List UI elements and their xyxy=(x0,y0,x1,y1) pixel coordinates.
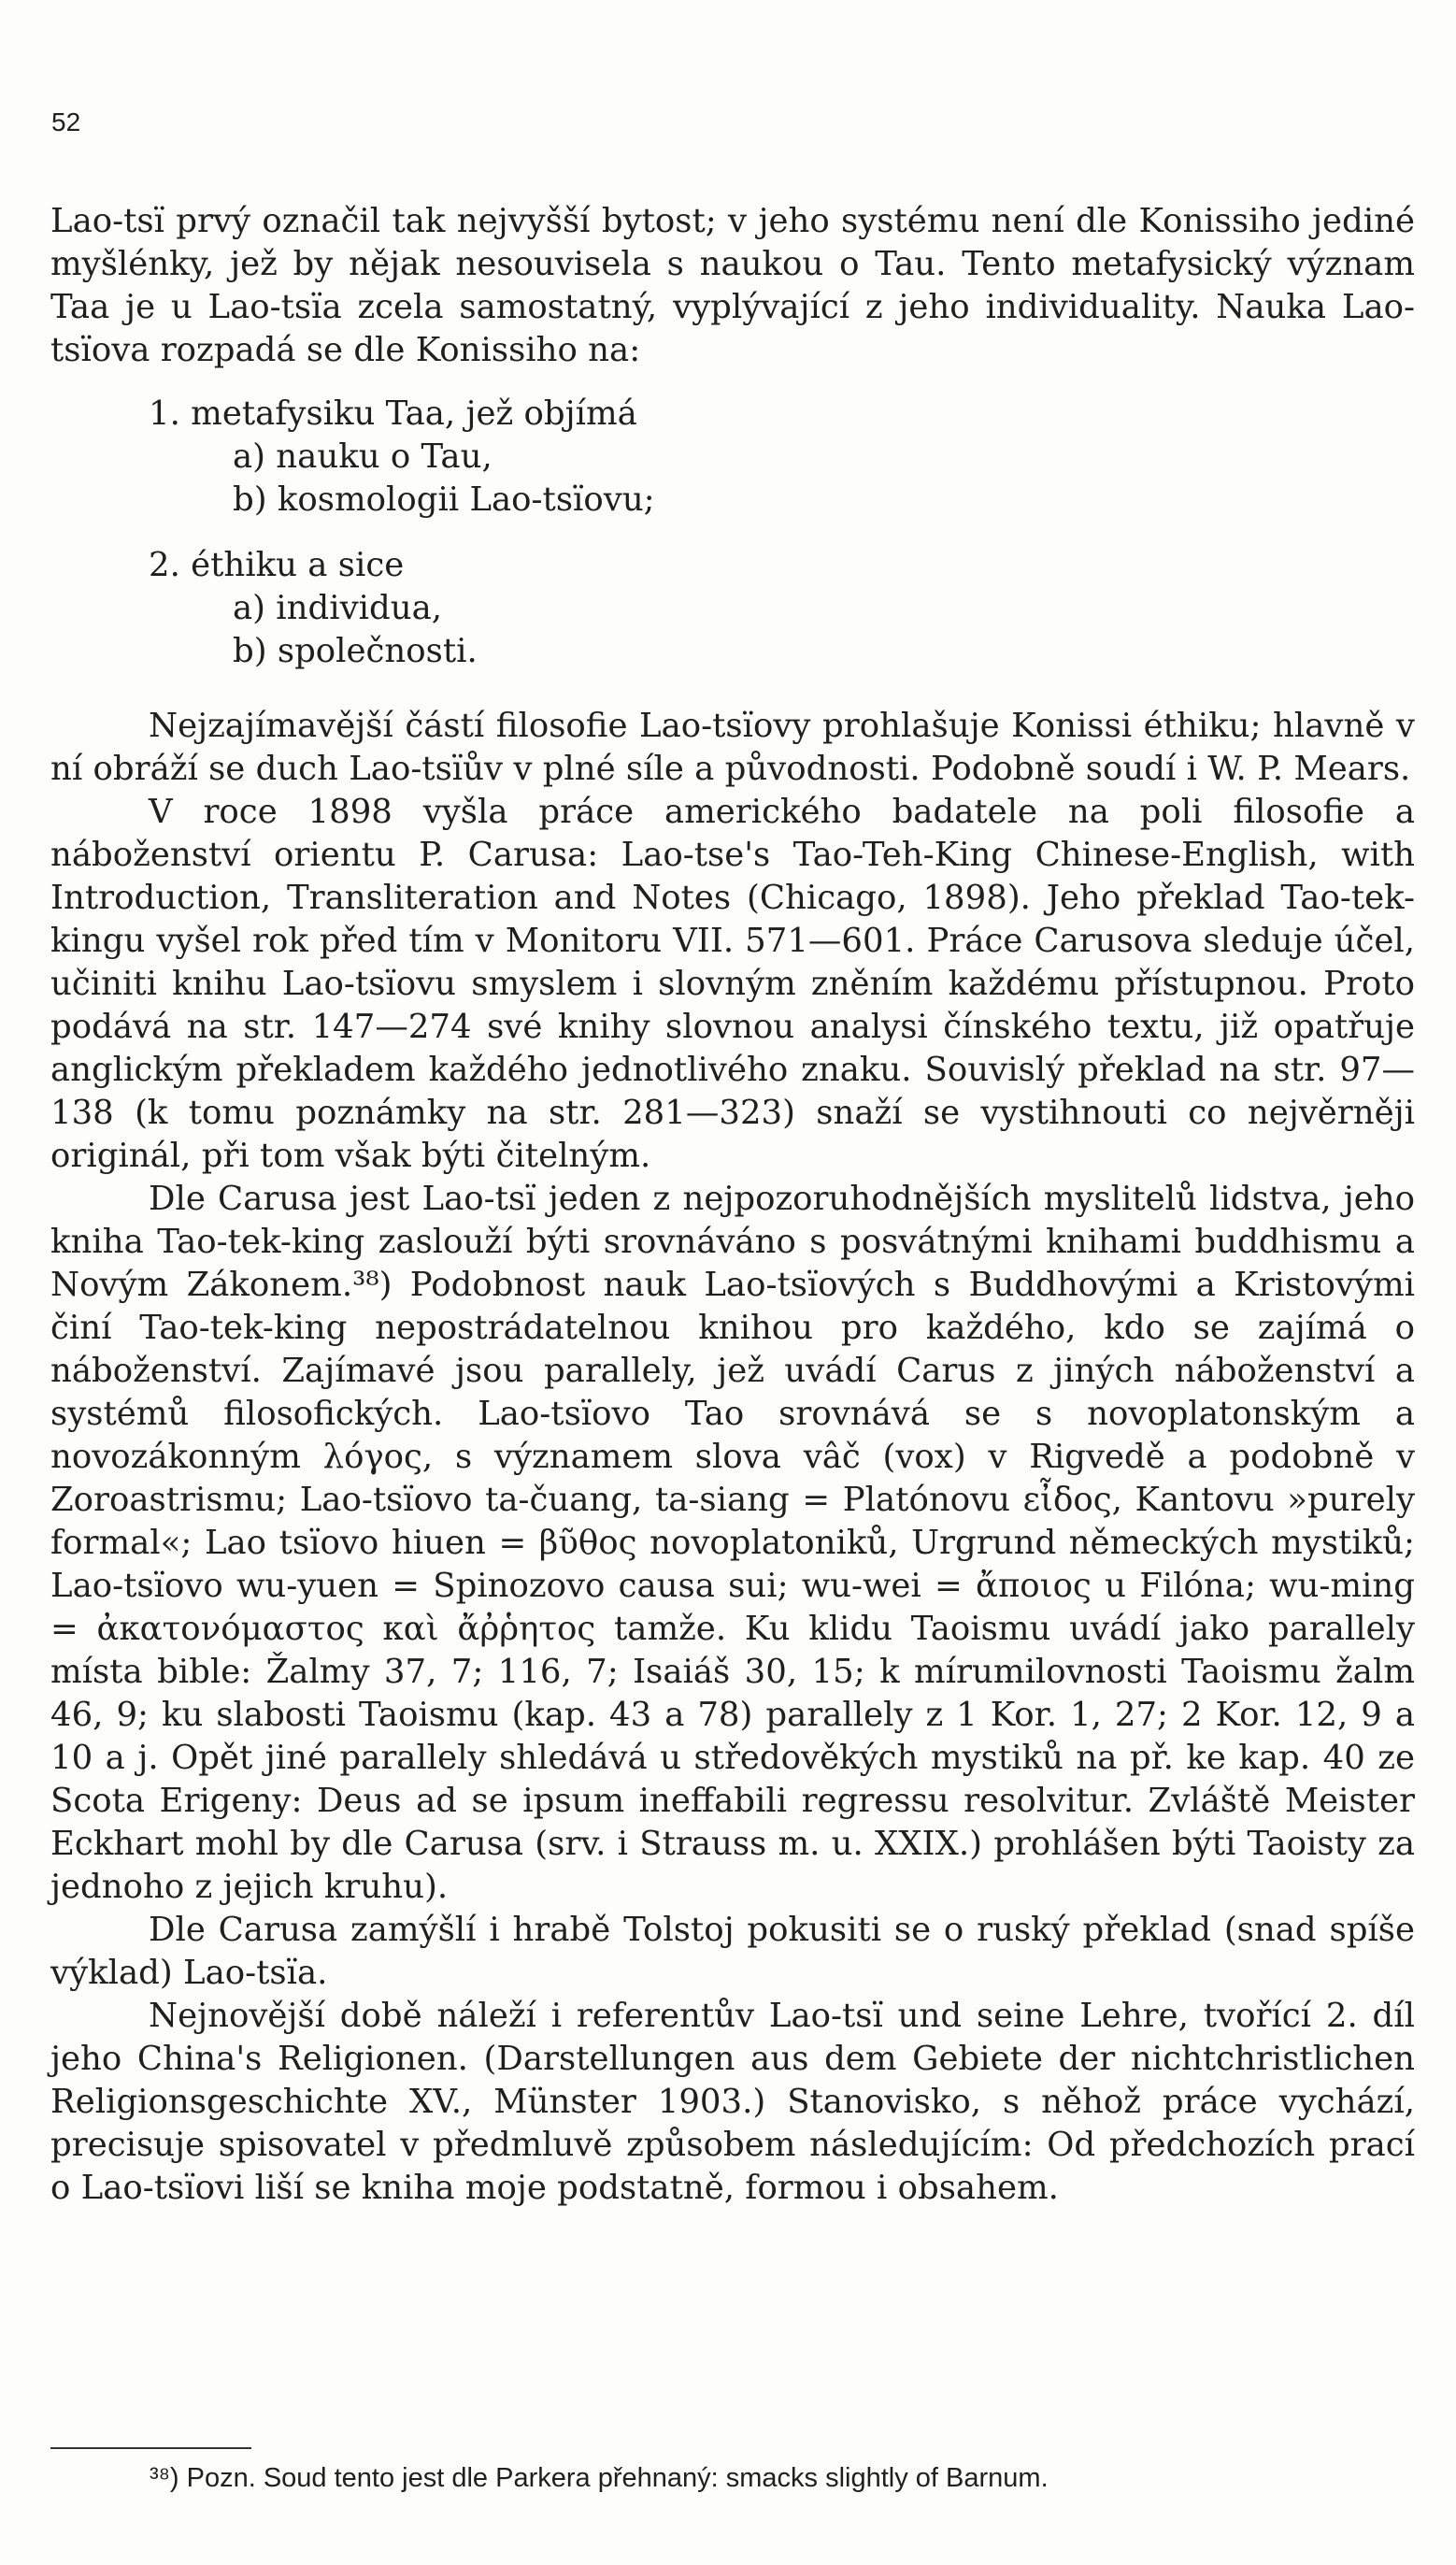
list-subitem: a) individua, xyxy=(233,589,443,627)
paragraph: Nejnovější době náleží i referentův Lao-tsï und seine Lehre, tvořící 2. díl jeho China's Religionen. (Darstellungen aus dem Gebiete der nichtchristlichen Religionsgeschichte XV., Münster 1903.) Stanovisko, s něhož práce vychází, precisuje spisovatel v předmluvě způsobem následujícím: Od předchozích prací o Lao-tsïovi liší se kniha moje podstatně, formou i obsahem. xyxy=(50,1997,1415,2207)
paragraph: Dle Carusa jest Lao-tsï jeden z nejpozoruhodnějších myslitelů lidstva, jeho kniha Tao-tek-king zaslouží býti srovnáváno s posvátnými knihami buddhismu a Novým Zákonem.³⁸) Podobnost nauk Lao-tsïových s Buddhovými a Kristovými činí Tao-tek-king nepostrádatelnou knihou pro každého, kdo se zajímá o náboženství. Zajímavé jsou parallely, jež uvádí Carus z jiných náboženství a systémů filosofických. Lao-tsïovo Tao srovnává se s novoplatonským a novozákonným λόγος, s významem slova vâč (vox) v Rigvedě a podobně v Zoroastrismu; Lao-tsïovo ta-čuang, ta-siang = Platónovu εἶδος, Kantovu »purely formal«; Lao tsïovo hiuen = βῦθος novoplatoniků, Urgrund německých mystiků; Lao-tsïovo wu-yuen = Spinozovo causa sui; wu-wei = ἄποιος u Filóna; wu-ming = ἀκατονόμαστος καὶ ἄῤῥητος tamže. Ku klidu Taoismu uvádí jako parallely místa bible: Žalmy 37, 7; 116, 7; Isaiáš 30, 15; k mírumilovnosti Taoismu žalm 46, 9; ku slabosti Taoismu (kap. 43 a 78) parallely z 1 Kor. 1, 27; 2 Kor. 12, 9 a 10 a j. Opět jiné parallely shledává u středověkých mystiků na př. ke kap. 40 ze Scota Erigeny: Deus ad se ipsum ineffabili regressu resolvitur. Zvláště Meister Eckhart mohl by dle Carusa (srv. i Strauss m. u. XXIX.) prohlášen býti Taoisty za jednoho z jejich kruhu). xyxy=(50,1180,1415,1906)
list-subitem: a) nauku o Tau, xyxy=(233,437,492,476)
footnote: ³⁸) Pozn. Soud tento jest dle Parkera přehnaný: smacks slightly of Barnum. xyxy=(150,2463,1049,2493)
paragraph: Dle Carusa zamýšlí i hrabě Tolstoj pokusiti se o ruský překlad (snad spíše výklad) Lao-tsïa. xyxy=(50,1911,1415,1992)
list-subitem: b) společnosti. xyxy=(233,632,478,670)
paragraph: Lao-tsï prvý označil tak nejvyšší bytost; v jeho systému není dle Konissiho jediné myšlénky, jež by nějak nesouvisela s naukou o Tau. Tento metafysický význam Taa je u Lao-tsïa zcela samostatný, vyplývající z jeho individuality. Nauka Lao-tsïova rozpadá se dle Konissiho na: xyxy=(50,202,1415,369)
paragraph: Nejzajímavější částí filosofie Lao-tsïovy prohlašuje Konissi éthiku; hlavně v ní obráží se duch Lao-tsïův v plné síle a původnosti. Podobně soudí i W. P. Mears. xyxy=(50,707,1415,788)
page-number: 52 xyxy=(51,107,81,136)
list-item: 2. éthiku a sice xyxy=(149,546,405,584)
list-item: 1. metafysiku Taa, jež objímá xyxy=(149,394,637,433)
paragraph: V roce 1898 vyšla práce amerického badatele na poli filosofie a náboženství orientu P. Carusa: Lao-tse's Tao-Teh-King Chinese-English, with Introduction, Transliteration and Notes (Chicago, 1898). Jeho překlad Tao-tek-kingu vyšel rok před tím v Monitoru VII. 571—601. Práce Carusova sleduje účel, učiniti knihu Lao-tsïovu smyslem i slovným zněním každému přístupnou. Proto podává na str. 147—274 své knihy slovnou analysi čínského textu, již opatřuje anglickým překladem každého jednotlivého znaku. Souvislý překlad na str. 97—138 (k tomu poznámky na str. 281—323) snaží se vystihnouti co nejvěrněji originál, při tom však býti čitelným. xyxy=(50,793,1415,1175)
footnote-separator xyxy=(50,2447,251,2449)
main-text xyxy=(50,200,1415,2210)
outline-list xyxy=(50,393,1415,673)
list-subitem: b) kosmologii Lao-tsïovu; xyxy=(233,480,655,519)
